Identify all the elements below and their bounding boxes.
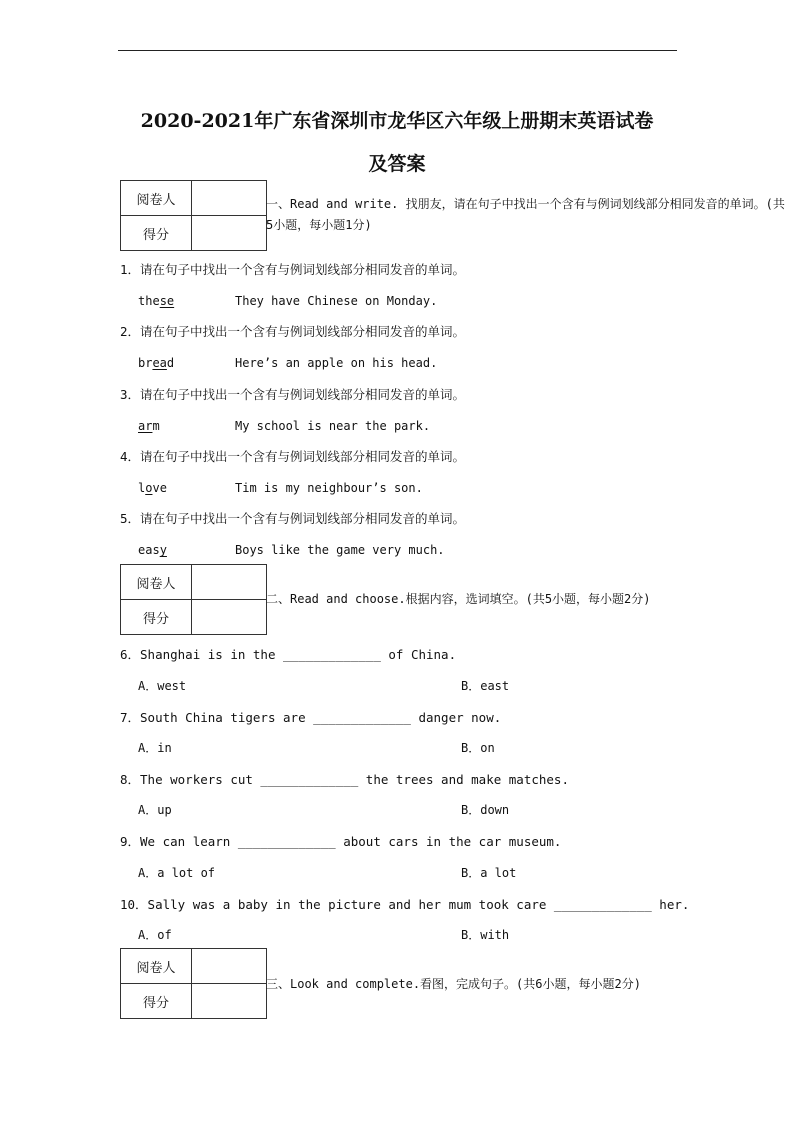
question-2-prompt: 2．请在句子中找出一个含有与例词划线部分相同发音的单词。	[120, 324, 466, 339]
word-underlined: se	[159, 294, 175, 308]
score-cell	[192, 216, 267, 251]
page-title-continued: 及答案	[368, 153, 426, 175]
question-3-sentence: My school is near the park.	[235, 419, 431, 433]
reviewer-label: 阅卷人	[121, 949, 192, 984]
word-part: the	[138, 294, 160, 308]
question-4-example-word	[138, 481, 167, 495]
reviewer-label: 阅卷人	[121, 181, 192, 216]
question-2-sentence: Here’s an apple on his head.	[235, 356, 438, 370]
question-7: 7．South China tigers are _____________ danger now.	[120, 710, 502, 725]
question-1-example-word	[138, 294, 174, 308]
reviewer-cell	[192, 565, 267, 600]
section2-instruction: 二、Read and choose.根据内容，选词填空。(共5小题，每小题2分)	[266, 592, 651, 606]
question-9: 9．We can learn _____________ about cars in the car museum.	[120, 834, 562, 849]
word-underlined: o	[145, 481, 153, 495]
word-underlined: ar	[138, 419, 153, 433]
score-label: 得分	[121, 216, 192, 251]
question-3-example-word	[138, 419, 160, 433]
score-box-3	[120, 948, 267, 1019]
word-underlined: y	[159, 543, 167, 557]
score-cell	[192, 600, 267, 635]
question-8-option-a: A．up	[138, 803, 172, 817]
question-2-example-word	[138, 356, 174, 370]
reviewer-cell	[192, 949, 267, 984]
word-part: d	[166, 356, 175, 370]
word-part: ve	[152, 481, 167, 495]
question-5-sentence: Boys like the game very much.	[235, 543, 445, 557]
word-part: br	[138, 356, 153, 370]
question-8-option-b: B．down	[461, 803, 510, 817]
question-1-prompt: 1．请在句子中找出一个含有与例词划线部分相同发音的单词。	[120, 262, 466, 277]
word-part: m	[152, 419, 160, 433]
word-part: eas	[138, 543, 160, 557]
section1-instruction: 一、Read and write. 找朋友，请在句子中找出一个含有与例词划线部分相同发音的单词。(共5小题，每小题1分)	[266, 197, 785, 232]
question-6-option-a: A．west	[138, 679, 187, 693]
question-6-option-b: B．east	[461, 679, 510, 693]
question-7-option-a: A．in	[138, 741, 172, 755]
score-label: 得分	[121, 984, 192, 1019]
question-9-option-a: A．a lot of	[138, 866, 216, 880]
question-7-option-b: B．on	[461, 741, 495, 755]
score-label: 得分	[121, 600, 192, 635]
question-3-prompt: 3．请在句子中找出一个含有与例词划线部分相同发音的单词。	[120, 387, 466, 402]
question-1-sentence: They have Chinese on Monday.	[235, 294, 438, 308]
header-rule	[118, 50, 677, 51]
score-box-1	[120, 180, 267, 251]
question-10: 10．Sally was a baby in the picture and her mum took care _____________ her.	[120, 897, 690, 912]
question-9-option-b: B．a lot	[461, 866, 517, 880]
question-6: 6．Shanghai is in the _____________ of China.	[120, 647, 457, 662]
question-10-option-b: B．with	[461, 928, 510, 942]
question-10-option-a: A．of	[138, 928, 172, 942]
word-part: l	[138, 481, 146, 495]
question-8: 8．The workers cut _____________ the trees and make matches.	[120, 772, 569, 787]
score-cell	[192, 984, 267, 1019]
section3-instruction: 三、Look and complete.看图，完成句子。(共6小题，每小题2分)	[266, 977, 641, 991]
reviewer-cell	[192, 181, 267, 216]
reviewer-label: 阅卷人	[121, 565, 192, 600]
question-5-prompt: 5．请在句子中找出一个含有与例词划线部分相同发音的单词。	[120, 511, 466, 526]
question-4-sentence: Tim is my neighbour’s son.	[235, 481, 423, 495]
page-title: 2020-2021年广东省深圳市龙华区六年级上册期末英语试卷	[140, 110, 654, 132]
score-box-2	[120, 564, 267, 635]
question-5-example-word	[138, 543, 167, 557]
word-underlined: ea	[152, 356, 167, 370]
question-4-prompt: 4．请在句子中找出一个含有与例词划线部分相同发音的单词。	[120, 449, 466, 464]
